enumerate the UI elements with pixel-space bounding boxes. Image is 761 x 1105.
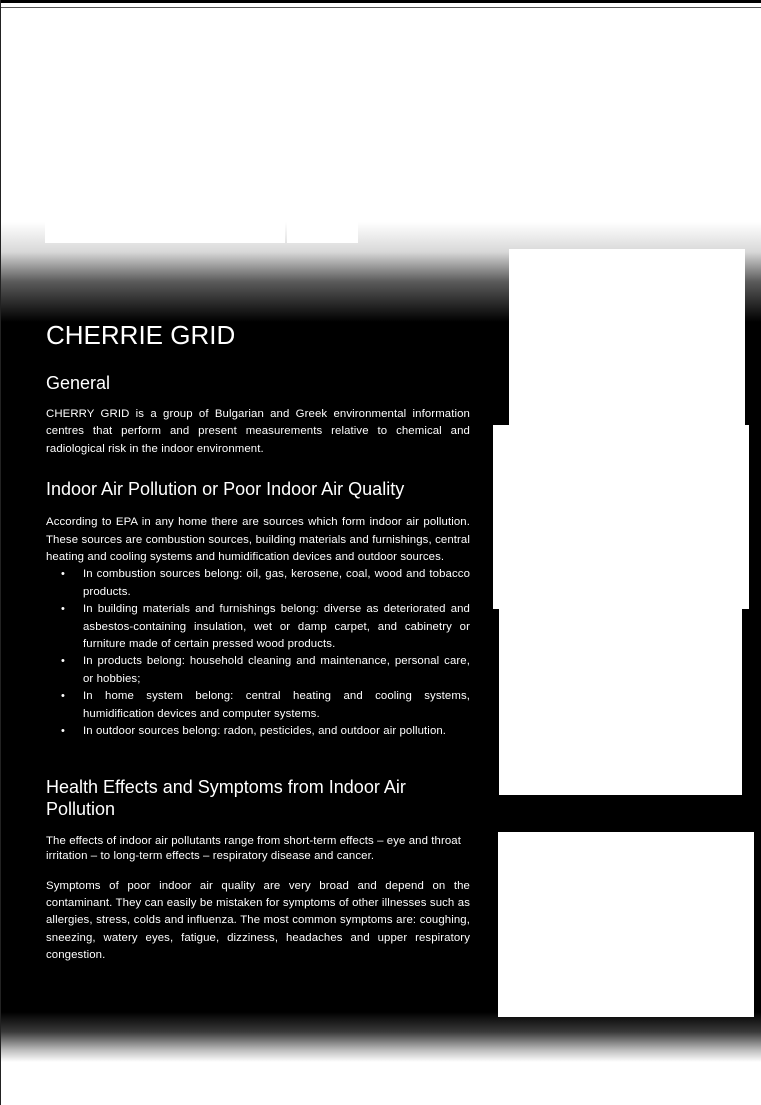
page-title: CHERRIE GRID bbox=[46, 320, 236, 350]
list-item: • In combustion sources belong: oil, gas, kerosene, coal, wood and tobacco products. bbox=[83, 566, 470, 601]
nav-tab-1[interactable] bbox=[45, 222, 285, 243]
sources-list bbox=[46, 566, 470, 740]
list-item: • In outdoor sources belong: radon, pesticides, and outdoor air pollution. bbox=[83, 723, 470, 740]
section-paragraph: The effects of indoor air pollutants range from short-term effects – eye and throat irritation – to long-term effects – respiratory disease and cancer. bbox=[46, 834, 461, 862]
top-rule bbox=[0, 0, 761, 3]
section-heading: General bbox=[46, 373, 111, 393]
list-item: • In products belong: household cleaning and maintenance, personal care, or hobbies; bbox=[83, 653, 470, 688]
section-paragraph: Symptoms of poor indoor air quality are very broad and depend on the contaminant. They can easily be mistaken for symptoms of other illnesses such as allergies, stress, colds and influenza. The most common symptoms are: coughing, sneezing, watery eyes, fatigue, dizziness, headaches and upper respiratory congestion. bbox=[46, 879, 470, 962]
list-item: • In home system belong: central heating and cooling systems, humidification devices and computer systems. bbox=[83, 688, 470, 723]
nav-tab-2[interactable] bbox=[287, 222, 358, 243]
section-paragraph: According to EPA in any home there are sources which form indoor air pollution. These sources are combustion sources, building materials and furnishings, central heating and cooling systems and humidification devices and outdoor sources. bbox=[46, 516, 470, 564]
section-general bbox=[46, 372, 470, 458]
section-indoor-air-pollution bbox=[46, 478, 470, 740]
left-border bbox=[0, 0, 1, 1105]
side-image-1 bbox=[509, 249, 745, 426]
section-health-effects bbox=[46, 776, 470, 965]
side-image-3 bbox=[499, 609, 742, 795]
section-paragraph: CHERRY GRID is a group of Bulgarian and Greek environmental information centres that perform and present measurements relative to chemical and radiological risk in the indoor environment. bbox=[46, 408, 470, 455]
side-image-2 bbox=[493, 425, 749, 609]
side-image-4 bbox=[498, 832, 754, 1017]
section-heading: Health Effects and Symptoms from Indoor Air Pollution bbox=[46, 776, 406, 819]
section-heading: Indoor Air Pollution or Poor Indoor Air Quality bbox=[46, 479, 405, 500]
header-area bbox=[0, 8, 761, 222]
list-item: • In building materials and furnishings belong: diverse as deteriorated and asbestos-containing insulation, wet or damp carpet, and cabinetry or furniture made of certain pressed wood products. bbox=[83, 601, 470, 653]
main-content bbox=[46, 318, 470, 965]
